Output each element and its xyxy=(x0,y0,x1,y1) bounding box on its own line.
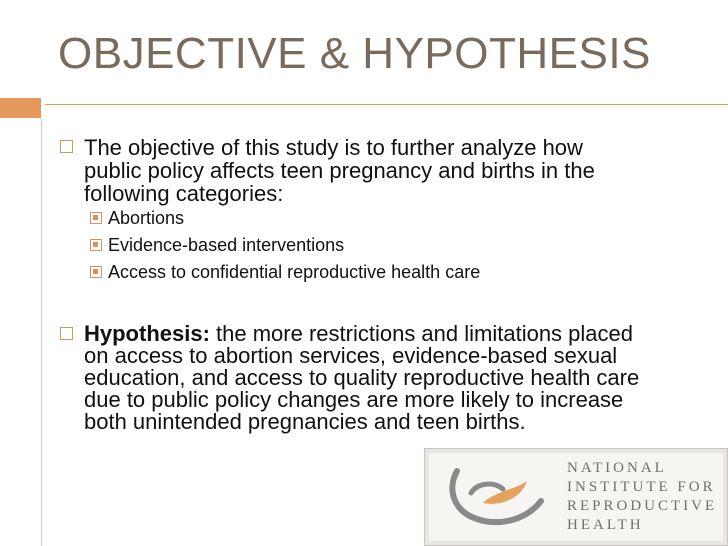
category-item: Evidence-based interventions xyxy=(108,235,345,255)
bullet-icon xyxy=(60,327,73,340)
hypothesis-label: Hypothesis: xyxy=(84,321,210,346)
institute-logo xyxy=(424,448,728,546)
logo-mark-icon xyxy=(443,461,553,533)
objective-text: The objective of this study is to further analyze how public policy affects teen pregnancy and births in the following categories: xyxy=(84,135,595,206)
slide-title: OBJECTIVE & HYPOTHESIS xyxy=(58,29,651,78)
logo-line: REPRODUCTIVE xyxy=(567,498,718,514)
logo-line: HEALTH xyxy=(567,517,644,533)
logo-line: NATIONAL xyxy=(567,460,667,476)
hypothesis-paragraph xyxy=(84,323,644,433)
left-rule xyxy=(41,118,42,546)
sub-bullet-icon xyxy=(90,266,102,278)
hypothesis-text: the more restrictions and limitations placed on access to abortion services, evidence-based sexual education, and access to quality reproductive health care due to public policy changes are more likely to increase both unintended pregnancies and teen births. xyxy=(84,321,640,434)
sub-bullet-icon xyxy=(90,239,102,251)
category-item: Access to confidential reproductive health care xyxy=(108,262,481,282)
logo-line: INSTITUTE FOR xyxy=(567,479,716,495)
bullet-icon xyxy=(60,140,73,153)
accent-block xyxy=(0,98,41,118)
logo-wordmark xyxy=(567,459,725,535)
sub-bullet-icon xyxy=(90,212,102,224)
category-item: Abortions xyxy=(108,208,185,228)
title-rule xyxy=(45,104,728,105)
